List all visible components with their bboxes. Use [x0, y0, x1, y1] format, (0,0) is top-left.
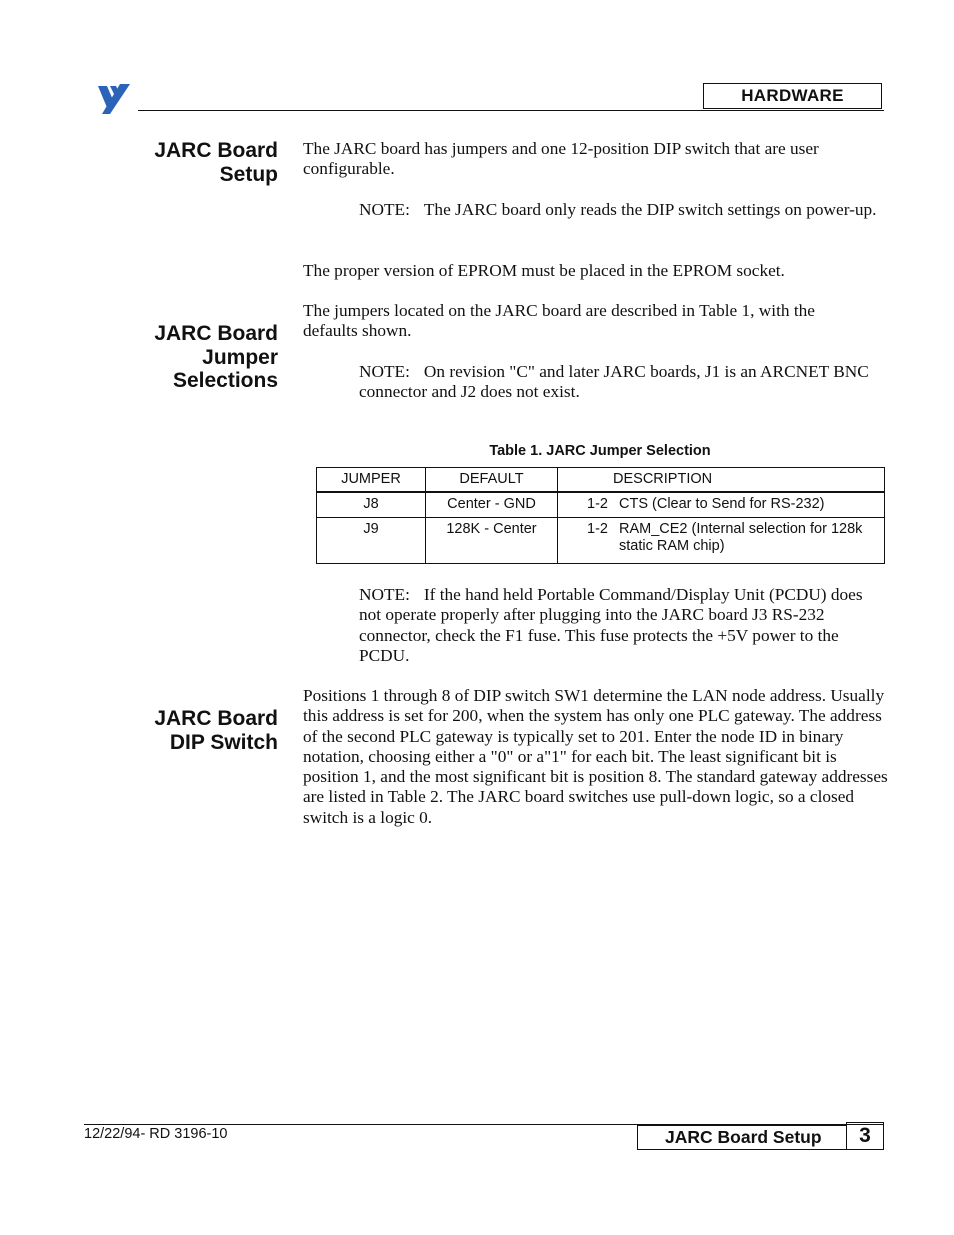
cell-default: Center - GND: [426, 492, 558, 518]
table-header-row: [317, 468, 885, 493]
note-revision: [359, 362, 874, 403]
note-powerup: [359, 200, 879, 220]
description-text: RAM_CE2 (Internal selection for 128k static RAM chip): [619, 521, 863, 554]
column-header-jumper: JUMPER: [317, 468, 426, 493]
footer-date-docnumber: 12/22/94- RD 3196-10: [84, 1126, 228, 1142]
footer-section-title: JARC Board Setup: [637, 1125, 847, 1150]
note-label: NOTE:: [359, 200, 410, 219]
cell-default: 128K - Center: [426, 518, 558, 564]
heading-line: Jumper: [202, 345, 278, 369]
table-row: [317, 492, 885, 518]
table-row: [317, 518, 885, 564]
company-logo-icon: [96, 80, 132, 116]
eprom-paragraph: The proper version of EPROM must be placed in the EPROM socket.: [303, 261, 785, 280]
heading-line: DIP Switch: [169, 730, 278, 754]
note-pcdu: [359, 585, 864, 666]
pins-label: 1-2: [587, 496, 608, 512]
intro-paragraph: The JARC board has jumpers and one 12-position DIP switch that are user configurable.: [303, 139, 819, 179]
cell-description: [558, 492, 885, 518]
note-text: If the hand held Portable Command/Display Unit (PCDU) does not operate properly after plugging into the JARC board J3 RS-232 connector, check the F1 fuse. This fuse protects the +5V power to the PCDU.: [359, 585, 863, 665]
heading-line: JARC Board: [154, 707, 278, 730]
cell-description: [558, 518, 885, 564]
table-caption: Table 1. JARC Jumper Selection: [489, 443, 711, 459]
heading-line: JARC Board: [154, 322, 278, 345]
jumpers-paragraph: The jumpers located on the JARC board are described in Table 1, with the defaults shown.: [303, 301, 815, 341]
heading-line: Selections: [172, 369, 278, 392]
note-label: NOTE:: [359, 362, 410, 381]
heading-dip-switch: [154, 707, 278, 754]
heading-jumper-selections: [154, 322, 278, 393]
jumper-table: [316, 467, 885, 564]
heading-line: Setup: [219, 162, 278, 186]
heading-jarc-board-setup: [154, 139, 278, 186]
dip-switch-paragraph: Positions 1 through 8 of DIP switch SW1 determine the LAN node address. Usually this address is set for 200, when the system has only one PLC gateway. The address of the second PLC gateway is typically set to 201. Enter the node ID in binary notation, choosing either a "0" or a"1" for each bit. The least significant bit is position 1, and the most significant bit is position 8. The standard gateway addresses are listed in Table 2. The JARC board switches use pull-down logic, so a closed switch is a logic 0.: [303, 686, 888, 827]
column-header-default: DEFAULT: [426, 468, 558, 493]
description-text: CTS (Clear to Send for RS-232): [619, 496, 825, 512]
header-rule: [138, 110, 884, 111]
section-label: HARDWARE: [703, 83, 882, 109]
note-text: On revision "C" and later JARC boards, J1 is an ARCNET BNC connector and J2 does not exist.: [359, 362, 869, 402]
pins-label: 1-2: [587, 521, 608, 537]
page-number: 3: [846, 1122, 884, 1150]
cell-jumper: J9: [317, 518, 426, 564]
note-label: NOTE:: [359, 585, 410, 604]
cell-jumper: J8: [317, 492, 426, 518]
heading-line: JARC Board: [154, 139, 278, 162]
note-text: The JARC board only reads the DIP switch settings on power-up.: [423, 200, 877, 219]
column-header-description: DESCRIPTION: [558, 468, 885, 493]
